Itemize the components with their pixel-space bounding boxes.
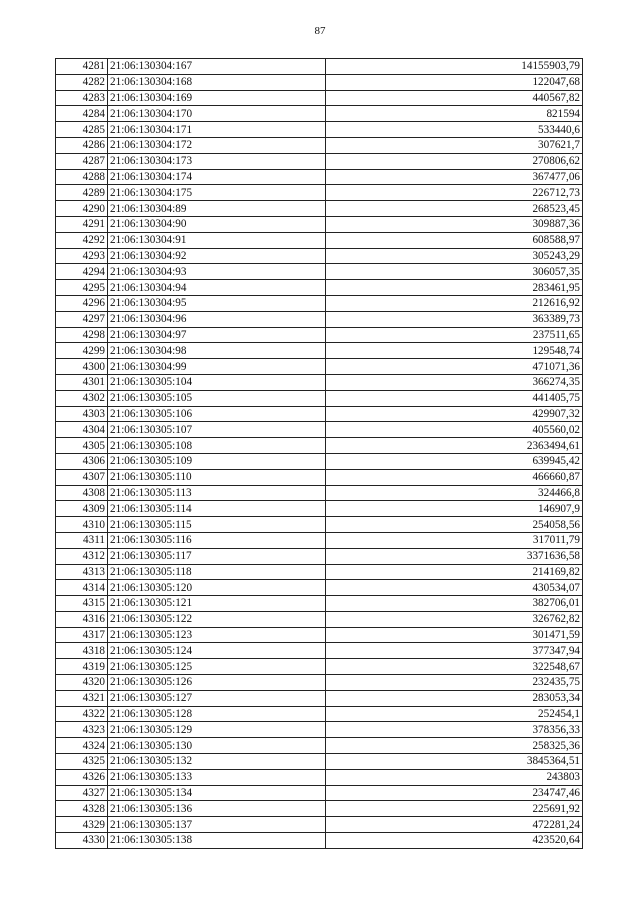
- row-number-cell: 4281: [56, 59, 108, 75]
- table-row: [56, 327, 583, 343]
- value-cell: 232435,75: [326, 675, 583, 691]
- table-row: [56, 469, 583, 485]
- row-number-cell: 4290: [56, 201, 108, 217]
- cadastral-number-cell: 21:06:130305:107: [108, 422, 326, 438]
- table-row: [56, 675, 583, 691]
- value-cell: 3371636,58: [326, 548, 583, 564]
- cadastral-number-cell: 21:06:130305:118: [108, 564, 326, 580]
- cadastral-number-cell: 21:06:130304:89: [108, 201, 326, 217]
- table-row: [56, 833, 583, 849]
- table-row: [56, 201, 583, 217]
- value-cell: 129548,74: [326, 343, 583, 359]
- row-number-cell: 4325: [56, 754, 108, 770]
- value-cell: 270806,62: [326, 153, 583, 169]
- value-cell: 366274,35: [326, 374, 583, 390]
- table-row: [56, 532, 583, 548]
- cadastral-number-cell: 21:06:130305:117: [108, 548, 326, 564]
- row-number-cell: 4317: [56, 627, 108, 643]
- value-cell: 326762,82: [326, 611, 583, 627]
- table-row: [56, 216, 583, 232]
- row-number-cell: 4283: [56, 90, 108, 106]
- value-cell: 146907,9: [326, 501, 583, 517]
- row-number-cell: 4298: [56, 327, 108, 343]
- cadastral-number-cell: 21:06:130305:132: [108, 754, 326, 770]
- cadastral-number-cell: 21:06:130304:174: [108, 169, 326, 185]
- value-cell: 14155903,79: [326, 59, 583, 75]
- cadastral-number-cell: 21:06:130304:170: [108, 106, 326, 122]
- row-number-cell: 4303: [56, 406, 108, 422]
- value-cell: 225691,92: [326, 801, 583, 817]
- value-cell: 237511,65: [326, 327, 583, 343]
- cadastral-number-cell: 21:06:130305:114: [108, 501, 326, 517]
- value-cell: 243803: [326, 769, 583, 785]
- cadastral-number-cell: 21:06:130305:124: [108, 643, 326, 659]
- cadastral-number-cell: 21:06:130305:122: [108, 611, 326, 627]
- value-cell: 466660,87: [326, 469, 583, 485]
- row-number-cell: 4302: [56, 390, 108, 406]
- table-body: [56, 59, 583, 849]
- row-number-cell: 4294: [56, 264, 108, 280]
- cadastral-number-cell: 21:06:130305:134: [108, 785, 326, 801]
- value-cell: 305243,29: [326, 248, 583, 264]
- value-cell: 283053,34: [326, 690, 583, 706]
- row-number-cell: 4323: [56, 722, 108, 738]
- row-number-cell: 4329: [56, 817, 108, 833]
- table-row: [56, 280, 583, 296]
- row-number-cell: 4293: [56, 248, 108, 264]
- row-number-cell: 4314: [56, 580, 108, 596]
- value-cell: 608588,97: [326, 232, 583, 248]
- table-row: [56, 453, 583, 469]
- value-cell: 3845364,51: [326, 754, 583, 770]
- value-cell: 122047,68: [326, 74, 583, 90]
- value-cell: 252454,1: [326, 706, 583, 722]
- value-cell: 301471,59: [326, 627, 583, 643]
- cadastral-number-cell: 21:06:130305:104: [108, 374, 326, 390]
- cadastral-number-cell: 21:06:130304:173: [108, 153, 326, 169]
- row-number-cell: 4307: [56, 469, 108, 485]
- table-row: [56, 596, 583, 612]
- row-number-cell: 4328: [56, 801, 108, 817]
- value-cell: 254058,56: [326, 517, 583, 533]
- value-cell: 440567,82: [326, 90, 583, 106]
- row-number-cell: 4292: [56, 232, 108, 248]
- value-cell: 367477,06: [326, 169, 583, 185]
- row-number-cell: 4282: [56, 74, 108, 90]
- table-row: [56, 643, 583, 659]
- row-number-cell: 4285: [56, 122, 108, 138]
- value-cell: 2363494,61: [326, 438, 583, 454]
- cadastral-number-cell: 21:06:130305:121: [108, 596, 326, 612]
- value-cell: 382706,01: [326, 596, 583, 612]
- row-number-cell: 4308: [56, 485, 108, 501]
- table-row: [56, 185, 583, 201]
- cadastral-number-cell: 21:06:130304:98: [108, 343, 326, 359]
- row-number-cell: 4324: [56, 738, 108, 754]
- cadastral-number-cell: 21:06:130305:138: [108, 833, 326, 849]
- row-number-cell: 4310: [56, 517, 108, 533]
- table-row: [56, 390, 583, 406]
- table-row: [56, 769, 583, 785]
- cadastral-number-cell: 21:06:130305:126: [108, 675, 326, 691]
- cadastral-number-cell: 21:06:130305:129: [108, 722, 326, 738]
- table-row: [56, 106, 583, 122]
- row-number-cell: 4304: [56, 422, 108, 438]
- table-row: [56, 580, 583, 596]
- cadastral-number-cell: 21:06:130304:97: [108, 327, 326, 343]
- table-row: [56, 706, 583, 722]
- cadastral-number-cell: 21:06:130304:167: [108, 59, 326, 75]
- value-cell: 268523,45: [326, 201, 583, 217]
- row-number-cell: 4288: [56, 169, 108, 185]
- table-row: [56, 90, 583, 106]
- cadastral-number-cell: 21:06:130305:106: [108, 406, 326, 422]
- table-row: [56, 422, 583, 438]
- value-cell: 471071,36: [326, 359, 583, 375]
- row-number-cell: 4306: [56, 453, 108, 469]
- row-number-cell: 4291: [56, 216, 108, 232]
- cadastral-number-cell: 21:06:130305:110: [108, 469, 326, 485]
- table-row: [56, 374, 583, 390]
- cadastral-number-cell: 21:06:130305:116: [108, 532, 326, 548]
- cadastral-number-cell: 21:06:130304:90: [108, 216, 326, 232]
- row-number-cell: 4296: [56, 295, 108, 311]
- table-row: [56, 611, 583, 627]
- value-cell: 306057,35: [326, 264, 583, 280]
- table-row: [56, 485, 583, 501]
- value-cell: 430534,07: [326, 580, 583, 596]
- value-cell: 322548,67: [326, 659, 583, 675]
- cadastral-number-cell: 21:06:130305:115: [108, 517, 326, 533]
- table-row: [56, 74, 583, 90]
- cadastral-number-cell: 21:06:130304:94: [108, 280, 326, 296]
- cadastral-number-cell: 21:06:130305:128: [108, 706, 326, 722]
- value-cell: 234747,46: [326, 785, 583, 801]
- table-row: [56, 169, 583, 185]
- row-number-cell: 4315: [56, 596, 108, 612]
- table-row: [56, 122, 583, 138]
- value-cell: 283461,95: [326, 280, 583, 296]
- table-row: [56, 153, 583, 169]
- value-cell: 533440,6: [326, 122, 583, 138]
- cadastral-number-cell: 21:06:130305:113: [108, 485, 326, 501]
- table-row: [56, 722, 583, 738]
- value-cell: 378356,33: [326, 722, 583, 738]
- row-number-cell: 4297: [56, 311, 108, 327]
- cadastral-number-cell: 21:06:130304:92: [108, 248, 326, 264]
- row-number-cell: 4295: [56, 280, 108, 296]
- table-row: [56, 501, 583, 517]
- row-number-cell: 4322: [56, 706, 108, 722]
- row-number-cell: 4312: [56, 548, 108, 564]
- table-row: [56, 564, 583, 580]
- value-cell: 309887,36: [326, 216, 583, 232]
- cadastral-number-cell: 21:06:130305:109: [108, 453, 326, 469]
- row-number-cell: 4321: [56, 690, 108, 706]
- table-row: [56, 801, 583, 817]
- row-number-cell: 4319: [56, 659, 108, 675]
- row-number-cell: 4284: [56, 106, 108, 122]
- cadastral-number-cell: 21:06:130305:130: [108, 738, 326, 754]
- value-cell: 307621,7: [326, 137, 583, 153]
- row-number-cell: 4311: [56, 532, 108, 548]
- cadastral-number-cell: 21:06:130304:171: [108, 122, 326, 138]
- table-row: [56, 232, 583, 248]
- value-cell: 472281,24: [326, 817, 583, 833]
- value-cell: 258325,36: [326, 738, 583, 754]
- table-row: [56, 137, 583, 153]
- table-row: [56, 264, 583, 280]
- row-number-cell: 4299: [56, 343, 108, 359]
- value-cell: 363389,73: [326, 311, 583, 327]
- table-row: [56, 406, 583, 422]
- value-cell: 405560,02: [326, 422, 583, 438]
- value-cell: 441405,75: [326, 390, 583, 406]
- row-number-cell: 4301: [56, 374, 108, 390]
- row-number-cell: 4316: [56, 611, 108, 627]
- cadastral-number-cell: 21:06:130305:137: [108, 817, 326, 833]
- table-row: [56, 517, 583, 533]
- value-cell: 429907,32: [326, 406, 583, 422]
- cadastral-number-cell: 21:06:130304:91: [108, 232, 326, 248]
- table-row: [56, 785, 583, 801]
- row-number-cell: 4289: [56, 185, 108, 201]
- table-row: [56, 754, 583, 770]
- row-number-cell: 4320: [56, 675, 108, 691]
- table-row: [56, 248, 583, 264]
- cadastral-number-cell: 21:06:130305:123: [108, 627, 326, 643]
- cadastral-number-cell: 21:06:130304:96: [108, 311, 326, 327]
- value-cell: 639945,42: [326, 453, 583, 469]
- cadastral-number-cell: 21:06:130304:169: [108, 90, 326, 106]
- table-row: [56, 311, 583, 327]
- cadastral-number-cell: 21:06:130304:172: [108, 137, 326, 153]
- value-cell: 317011,79: [326, 532, 583, 548]
- row-number-cell: 4309: [56, 501, 108, 517]
- table-row: [56, 438, 583, 454]
- table-row: [56, 627, 583, 643]
- value-cell: 226712,73: [326, 185, 583, 201]
- cadastral-number-cell: 21:06:130305:127: [108, 690, 326, 706]
- cadastral-number-cell: 21:06:130304:95: [108, 295, 326, 311]
- table-row: [56, 817, 583, 833]
- cadastral-number-cell: 21:06:130305:133: [108, 769, 326, 785]
- cadastral-number-cell: 21:06:130304:93: [108, 264, 326, 280]
- page-number: 87: [314, 25, 326, 37]
- table-row: [56, 343, 583, 359]
- cadastral-number-cell: 21:06:130304:175: [108, 185, 326, 201]
- table-row: [56, 738, 583, 754]
- cadastral-number-cell: 21:06:130305:136: [108, 801, 326, 817]
- row-number-cell: 4327: [56, 785, 108, 801]
- table-row: [56, 659, 583, 675]
- cadastral-number-cell: 21:06:130305:108: [108, 438, 326, 454]
- cadastral-number-cell: 21:06:130305:125: [108, 659, 326, 675]
- value-cell: 377347,94: [326, 643, 583, 659]
- table-row: [56, 59, 583, 75]
- value-cell: 423520,64: [326, 833, 583, 849]
- value-cell: 214169,82: [326, 564, 583, 580]
- row-number-cell: 4287: [56, 153, 108, 169]
- value-cell: 324466,8: [326, 485, 583, 501]
- cadastral-number-cell: 21:06:130304:168: [108, 74, 326, 90]
- table-row: [56, 359, 583, 375]
- cadastral-value-table: [55, 58, 583, 849]
- row-number-cell: 4318: [56, 643, 108, 659]
- value-cell: 212616,92: [326, 295, 583, 311]
- row-number-cell: 4313: [56, 564, 108, 580]
- row-number-cell: 4326: [56, 769, 108, 785]
- cadastral-number-cell: 21:06:130304:99: [108, 359, 326, 375]
- row-number-cell: 4330: [56, 833, 108, 849]
- row-number-cell: 4300: [56, 359, 108, 375]
- cadastral-number-cell: 21:06:130305:105: [108, 390, 326, 406]
- row-number-cell: 4286: [56, 137, 108, 153]
- table-row: [56, 690, 583, 706]
- value-cell: 821594: [326, 106, 583, 122]
- table-row: [56, 295, 583, 311]
- table-row: [56, 548, 583, 564]
- row-number-cell: 4305: [56, 438, 108, 454]
- cadastral-number-cell: 21:06:130305:120: [108, 580, 326, 596]
